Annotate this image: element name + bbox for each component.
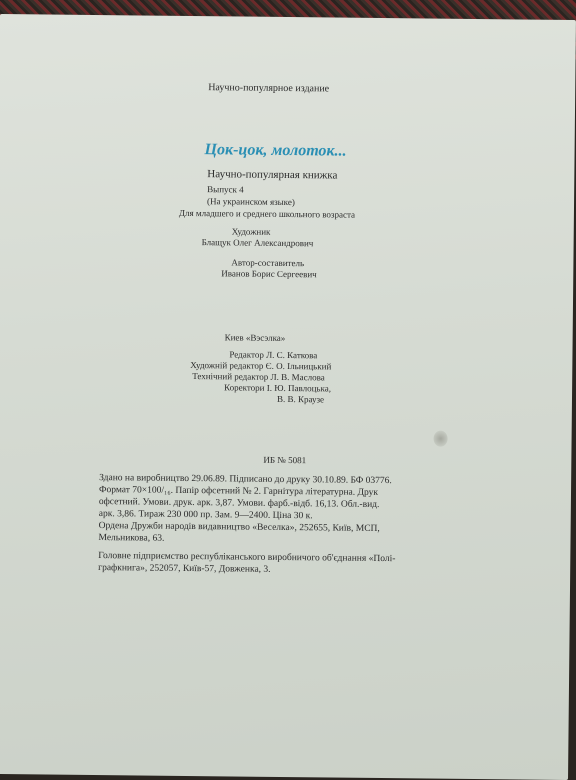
artist-name: Блащук Олег Александрович <box>201 237 314 249</box>
compiler-label: Автор-составитель <box>231 257 305 269</box>
book-subtitle: Научно-популярная книжка <box>207 168 338 182</box>
ib-number: ИБ № 5081 <box>263 454 307 466</box>
artist-label: Художник <box>231 226 271 237</box>
book-audience: Для младшего и среднего школьного возраста <box>178 207 356 220</box>
book-title: Цок-цок, молоток... <box>204 141 347 160</box>
edition-type: Научно-популярное издание <box>208 82 330 95</box>
imprint-line: офсетний. Умови. друк. арк. 3,87. Умови. фарб.-відб. 16,13. Обл.-вид. <box>98 497 380 510</box>
printer-line: Головне підприємство республіканського виробничого об'єднання «Полі- <box>98 551 396 565</box>
book-page <box>0 14 576 780</box>
editor-line: Художній редактор Є. О. Ільницький <box>190 360 332 372</box>
compiler-name: Иванов Борис Сергеевич <box>221 268 317 280</box>
paper-stain <box>433 431 447 447</box>
book-language: (На украинском языке) <box>206 196 295 208</box>
imprint-line: Здано на виробництво 29.06.89. Підписано до друку 30.10.89. БФ 03776. <box>99 473 392 487</box>
editor-line: Редактор Л. С. Каткова <box>229 349 318 361</box>
imprint-line: Формат 70×100/₁₆. Папір офсетний № 2. Гарнітура літературна. Друк <box>98 485 379 498</box>
imprint-line: Мельникова, 63. <box>98 533 165 544</box>
imprint-line: арк. 3,86. Тираж 230 000 пр. Зам. 9—2400. Ціна 30 к. <box>98 509 313 522</box>
editor-line: Технічний редактор Л. В. Маслова <box>192 371 325 383</box>
printer-line: графкнига», 252057, Київ-57, Довженка, 3. <box>98 563 271 575</box>
publisher-line: Киев «Вэсэлка» <box>224 332 286 344</box>
book-issue: Выпуск 4 <box>207 184 244 195</box>
imprint-line: Ордена Дружби народів видавництво «Веселка», 252655, Київ, МСП, <box>98 521 380 535</box>
editor-line: В. В. Краузе <box>276 393 325 405</box>
editor-line: Коректори І. Ю. Павлоцька, <box>224 382 332 394</box>
